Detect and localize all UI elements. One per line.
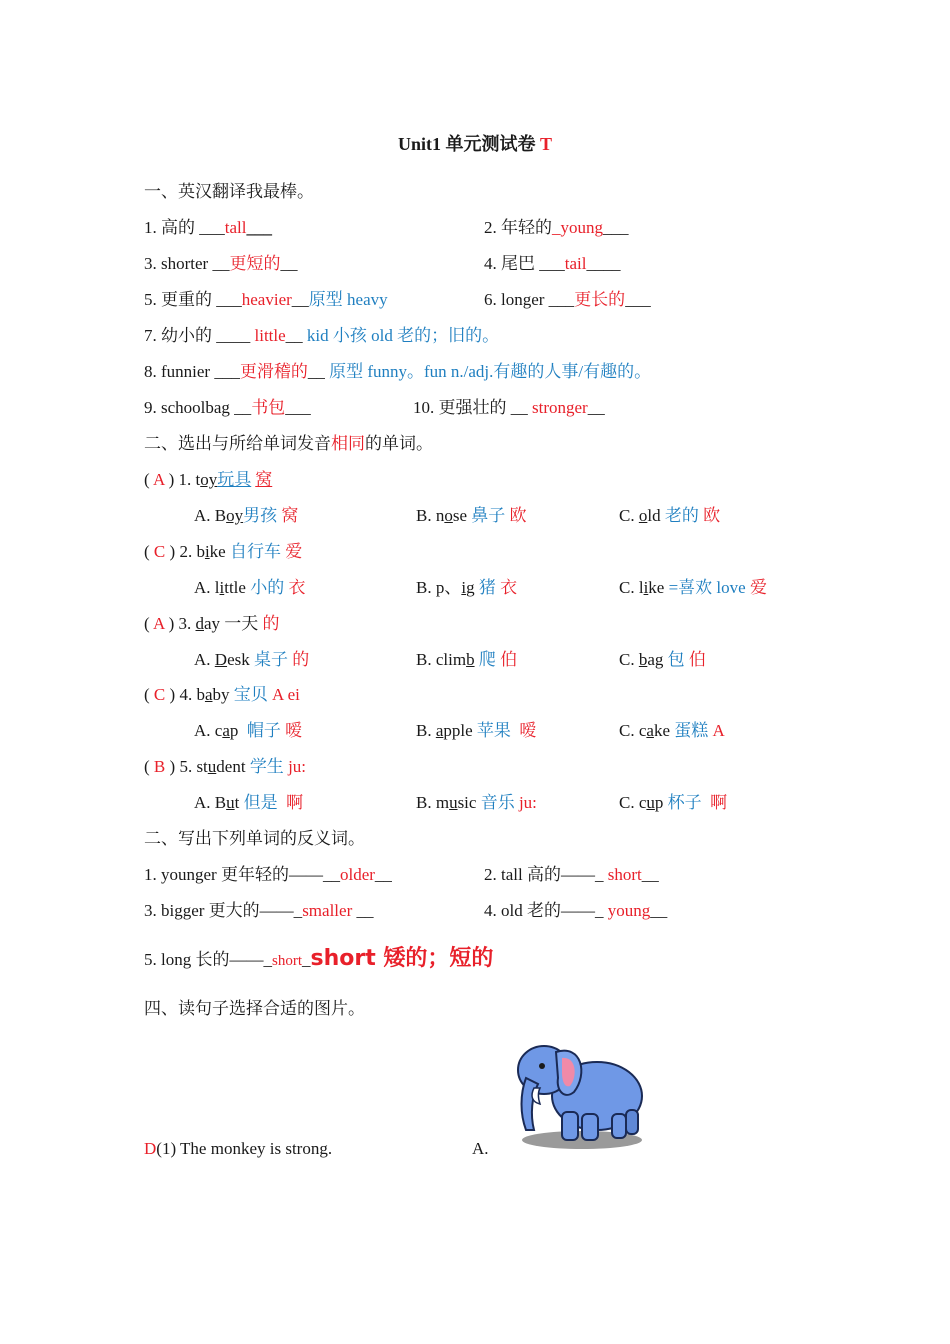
s2-question-3: ( A ) 3. day 一天 的 xyxy=(144,614,280,633)
s2-question-5: ( B ) 5. student 学生 ju: xyxy=(144,757,307,776)
s2-q5-option-b: B. music 音乐 ju: xyxy=(416,793,537,812)
elephant-trunk xyxy=(522,1078,539,1130)
elephant-picture xyxy=(512,1034,652,1152)
s2-q3-option-c: C. bag 包 伯 xyxy=(619,650,706,669)
s2-q1-option-a: A. Boy男孩 窝 xyxy=(194,506,299,525)
s2-q5-option-c: C. cup 杯子 啊 xyxy=(619,793,728,812)
s1-q8: 8. funnier ___更滑稽的__ 原型 funny。fun n./adj.有趣的人事/有趣的。 xyxy=(144,362,652,381)
s4-q1: D(1) The monkey is strong. xyxy=(144,1139,333,1158)
s2-q1-option-b: B. nose 鼻子 欧 xyxy=(416,506,527,525)
s1-q4: 4. 尾巴 ___tail____ xyxy=(484,254,621,273)
s1-q6: 6. longer ___更长的___ xyxy=(484,290,651,309)
section3-heading: 二、写出下列单词的反义词。 xyxy=(144,829,365,849)
elephant-eye xyxy=(539,1063,545,1069)
s1-q3: 3. shorter __更短的__ xyxy=(144,254,298,273)
section4-heading: 四、读句子选择合适的图片。 xyxy=(144,999,365,1019)
s2-question-4: ( C ) 4. baby 宝贝 A ei xyxy=(144,685,300,704)
s2-q4-option-a: A. cap 帽子 嗳 xyxy=(194,721,303,740)
s3-q5: 5. long 长的——_short_short 矮的；短的 xyxy=(144,946,494,971)
s2-q2-option-b: B. p、ig 猪 衣 xyxy=(416,578,518,597)
s2-q4-option-b: B. apple 苹果 嗳 xyxy=(416,721,537,740)
elephant-leg xyxy=(562,1112,578,1140)
s3-q3: 3. bigger 更大的——_smaller __ xyxy=(144,901,374,920)
s3-q4: 4. old 老的——_ young__ xyxy=(484,901,668,920)
s2-q4-option-c: C. cake 蛋糕 A xyxy=(619,721,725,740)
s2-q2-option-c: C. like =喜欢 love 爱 xyxy=(619,578,767,597)
s4-option-a-label: A. xyxy=(472,1139,489,1158)
s2-q5-option-a: A. But 但是 啊 xyxy=(194,793,304,812)
s1-q5: 5. 更重的 ___heavier__原型 heavy xyxy=(144,290,388,309)
s2-q3-option-b: B. climb 爬 伯 xyxy=(416,650,518,669)
s1-q9: 9. schoolbag __书包___ xyxy=(144,398,311,417)
page-title: Unit1 单元测试卷 T xyxy=(397,134,553,154)
elephant-leg xyxy=(612,1114,626,1138)
elephant-leg xyxy=(626,1110,638,1134)
s1-q10: 10. 更强壮的 __ stronger__ xyxy=(413,398,605,417)
s2-question-2: ( C ) 2. bike 自行车 爱 xyxy=(144,542,303,561)
section2-heading: 二、选出与所给单词发音相同的单词。 xyxy=(144,434,433,454)
title-mark: T xyxy=(540,134,553,154)
s2-q1-option-c: C. old 老的 欧 xyxy=(619,506,721,525)
s1-q2: 2. 年轻的_young___ xyxy=(484,218,629,237)
section1-heading: 一、英汉翻译我最棒。 xyxy=(144,182,314,202)
s2-q3-option-a: A. Desk 桌子 的 xyxy=(194,650,310,669)
elephant-leg xyxy=(582,1114,598,1140)
s1-q1: 1. 高的 ___tall___ xyxy=(144,218,272,237)
s1-q7: 7. 幼小的 ____ little__ kid 小孩 old 老的；旧的。 xyxy=(144,326,500,345)
s3-q2: 2. tall 高的——_ short__ xyxy=(484,865,659,884)
s3-q1: 1. younger 更年轻的——__older__ xyxy=(144,865,392,884)
s2-q2-option-a: A. little 小的 衣 xyxy=(194,578,306,597)
s2-question-1: ( A ) 1. toy玩具 窝 xyxy=(144,470,273,489)
